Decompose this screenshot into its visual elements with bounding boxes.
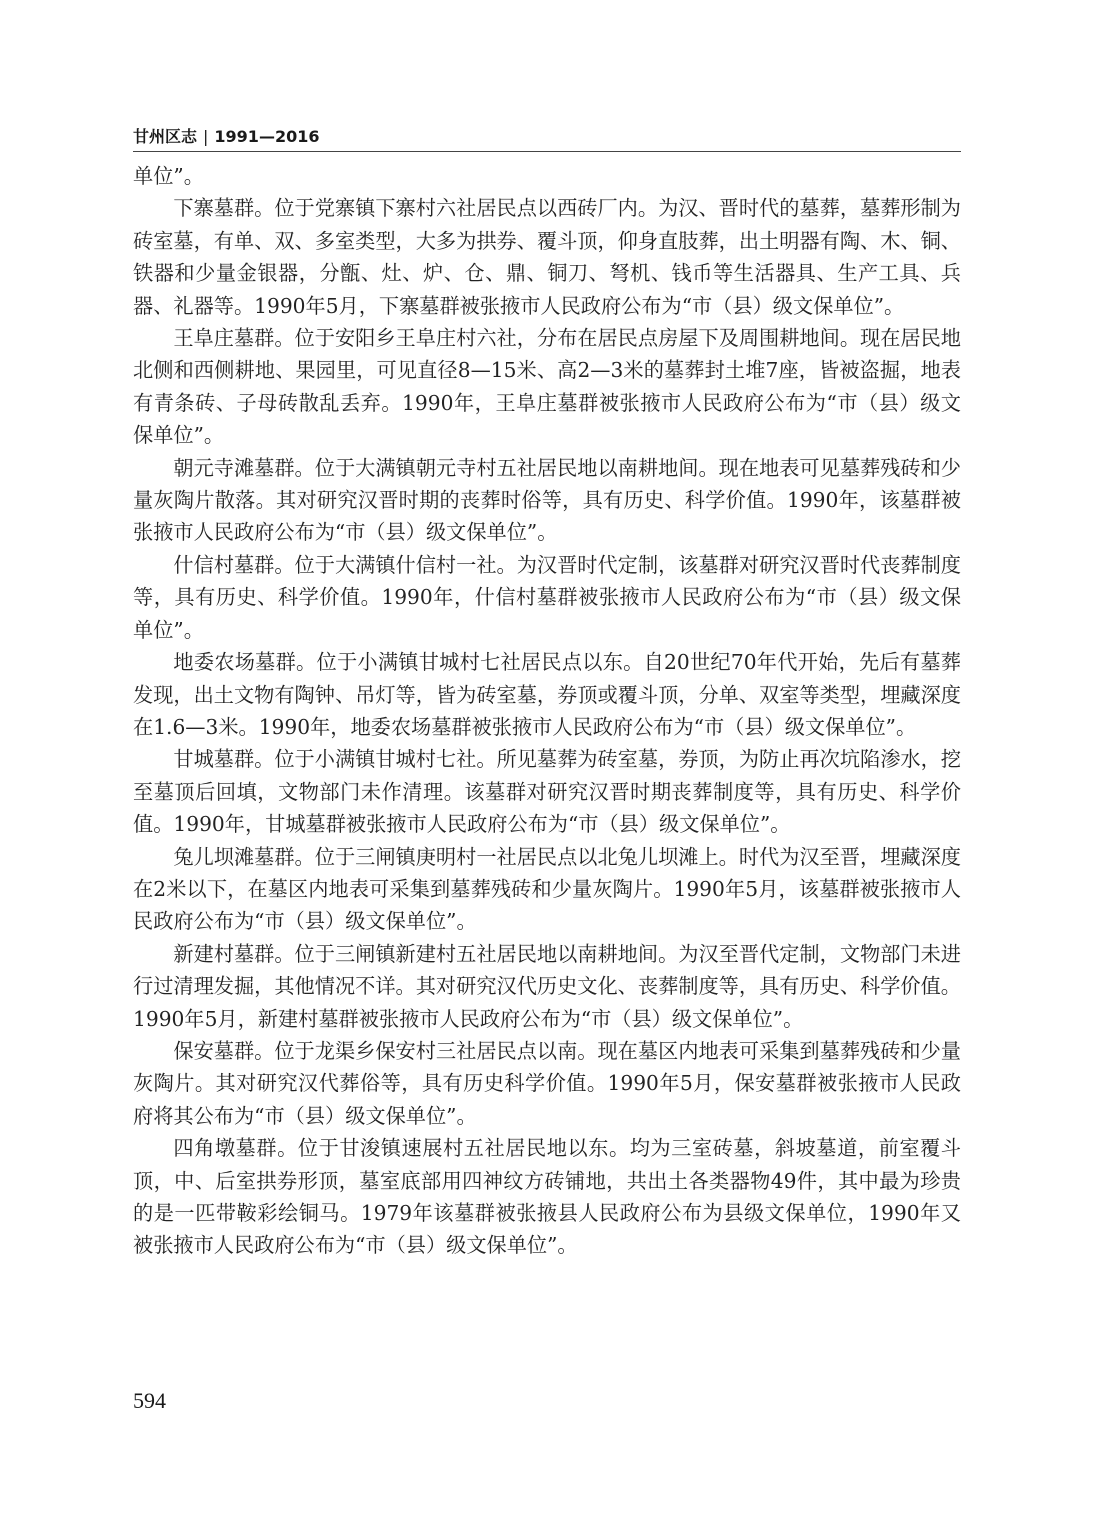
paragraph-diwei-nongchang: 地委农场墓群。位于小满镇甘城村七社居民点以东。自20世纪70年代开始，先后有墓葬发现，出土文物有陶钟、吊灯等，皆为砖室墓，券顶或覆斗顶，分单、双室等类型，埋藏深度在1.6—3米。1990年，地委农场墓群被张掖市人民政府公布为“市（县）级文保单位”。 <box>133 650 961 739</box>
paragraph-chaoyuansitan: 朝元寺滩墓群。位于大满镇朝元寺村五社居民地以南耕地间。现在地表可见墓葬残砖和少量灰陶片散落。其对研究汉晋时期的丧葬时俗等，具有历史、科学价值。1990年，该墓群被张掖市人民政府公布为“市（县）级文保单位”。 <box>133 455 961 545</box>
paragraph-baoan: 保安墓群。位于龙渠乡保安村三社居民点以南。现在墓区内地表可采集到墓葬残砖和少量灰陶片。其对研究汉代葬俗等，具有历史科学价值。1990年5月，保安墓群被张掖市人民政府将其公布为“市（县）级文保单位”。 <box>133 1038 961 1128</box>
paragraph-xinjiancun: 新建村墓群。位于三闸镇新建村五社居民地以南耕地间。为汉至晋代定制，文物部门未进行过清理发掘，其他情况不详。其对研究汉代历史文化、丧葬制度等，具有历史、科学价值。1990年5月，新建村墓群被张掖市人民政府公布为“市（县）级文保单位”。 <box>133 941 961 1031</box>
paragraph-sijiaodun: 四角墩墓群。位于甘浚镇速展村五社居民地以东。均为三室砖墓，斜坡墓道，前室覆斗顶，中、后室拱券形顶，墓室底部用四神纹方砖铺地，共出土各类器物49件，其中最为珍贵的是一匹带鞍彩绘铜马。1979年该墓群被张掖县人民政府公布为县级文保单位，1990年又被张掖市人民政府公布为“市（县）级文保单位”。 <box>133 1136 961 1258</box>
paragraph-tuerbatan: 兔儿坝滩墓群。位于三闸镇庚明村一社居民点以北兔儿坝滩上。时代为汉至晋，埋藏深度在2米以下，在墓区内地表可采集到墓葬残砖和少量灰陶片。1990年5月，该墓群被张掖市人民政府公布为“市（县）级文保单位”。 <box>133 844 961 934</box>
page-body <box>133 160 961 1262</box>
book-title: 甘州区志 <box>133 127 198 146</box>
running-header <box>133 124 961 152</box>
paragraph-gancheng: 甘城墓群。位于小满镇甘城村七社。所见墓葬为砖室墓，券顶，为防止再次坑陷渗水，挖至墓顶后回填，文物部门未作清理。该墓群对研究汉晋时期丧葬制度等，具有历史、科学价值。1990年，甘城墓群被张掖市人民政府公布为“市（县）级文保单位”。 <box>133 747 961 837</box>
page-number: 594 <box>133 1388 166 1413</box>
header-separator: | <box>203 127 209 146</box>
year-range: 1991—2016 <box>214 127 320 146</box>
paragraph-shixincun: 什信村墓群。位于大满镇什信村一社。为汉晋时代定制，该墓群对研究汉晋时代丧葬制度等，具有历史、科学价值。1990年，什信村墓群被张掖市人民政府公布为“市（县）级文保单位”。 <box>133 552 961 642</box>
paragraph-continuation: 单位”。 <box>133 164 204 188</box>
paragraph-xiazhai: 下寨墓群。位于党寨镇下寨村六社居民点以西砖厂内。为汉、晋时代的墓葬，墓葬形制为砖室墓，有单、双、多室类型，大多为拱券、覆斗顶，仰身直肢葬，出土明器有陶、木、铜、铁器和少量金银器，分甑、灶、炉、仓、鼎、铜刀、弩机、钱币等生活器具、生产工具、兵器、礼器等。1990年5月，下寨墓群被张掖市人民政府公布为“市（县）级文保单位”。 <box>133 196 961 318</box>
paragraph-wangfuzhuang: 王阜庄墓群。位于安阳乡王阜庄村六社，分布在居民点房屋下及周围耕地间。现在居民地北侧和西侧耕地、果园里，可见直径8—15米、高2—3米的墓葬封土堆7座，皆被盗掘，地表有青条砖、子母砖散乱丢弃。1990年，王阜庄墓群被张掖市人民政府公布为“市（县）级文保单位”。 <box>133 326 961 448</box>
